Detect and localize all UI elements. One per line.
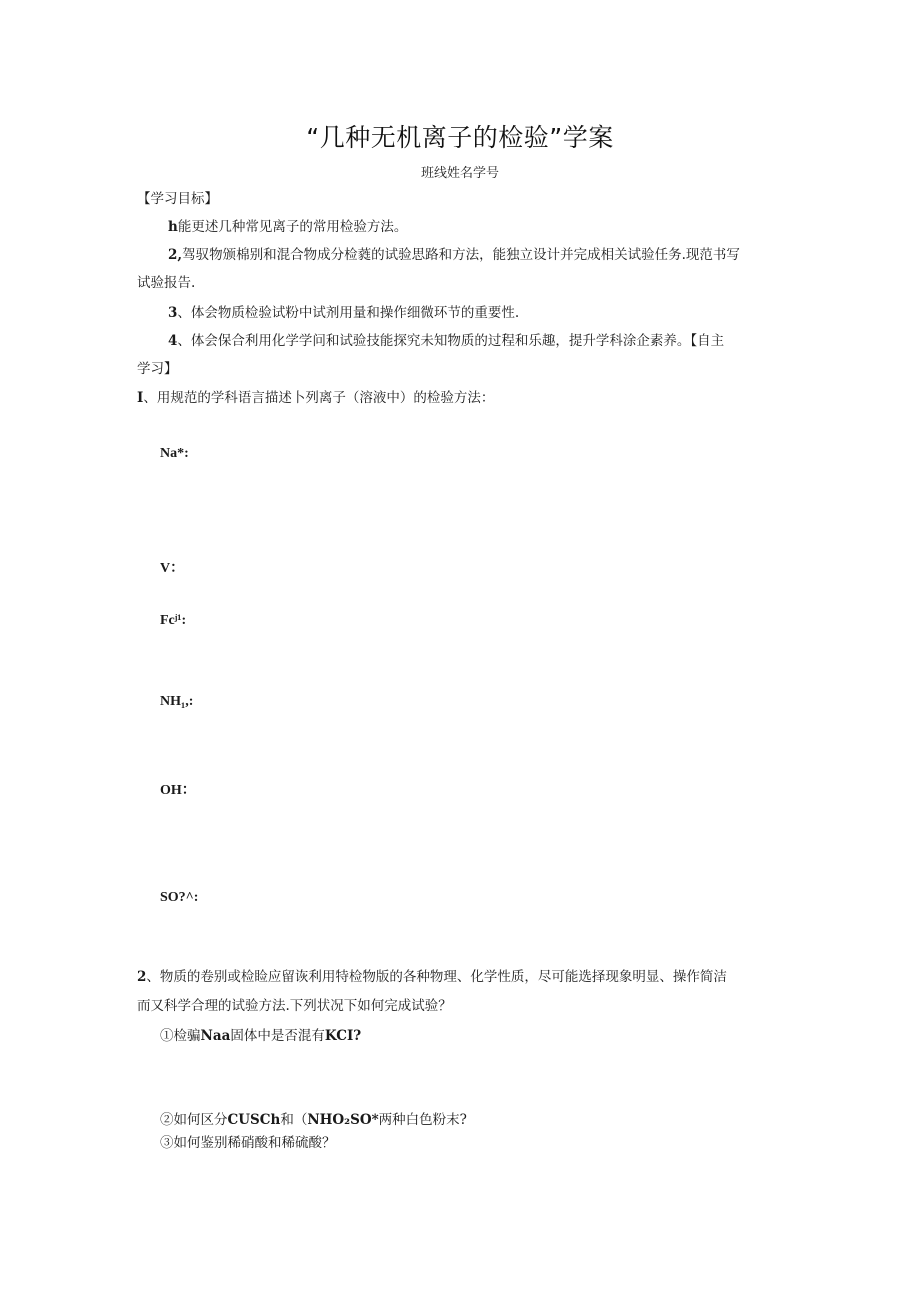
ion-sulfate: SO?^: [160, 890, 199, 905]
question-2-sub-1 [160, 1027, 361, 1045]
question-2-sub-2 [160, 1111, 467, 1129]
goal-item-1 [168, 218, 407, 236]
question-2 [137, 968, 727, 986]
sub-2-part-c: 和（ [280, 1112, 308, 1128]
goal-3-text: 、体会物质检验试粉中试剂用量和操作细微环节的重要性. [177, 305, 520, 321]
question-2-sub-3: ③如何鉴别稀硝酸和稀硫酸？ [160, 1135, 336, 1151]
ion-potassium: V： [160, 561, 185, 576]
goal-4-text: 、体会保合利用化学学问和试验技能探究未知物质的过程和乐趣，提升学科涂企素养。【自主 [177, 333, 725, 349]
sub-2-part-d: NHO₂SO* [307, 1112, 379, 1128]
sub-2-part-e: 两种白色粉末? [378, 1112, 467, 1128]
goal-1-number: h [168, 219, 178, 235]
goal-4-number: 4 [168, 333, 178, 349]
sub-1-part-a: ①检骗 [160, 1028, 201, 1044]
sub-1-part-b: Naa [200, 1028, 231, 1044]
sub-2-part-a: ②如何区分 [160, 1112, 228, 1128]
question-2-number: 2 [137, 969, 147, 985]
question-1-text: 、用规范的学科语言描述卜列离子（溶液中）的检验方法： [143, 390, 495, 406]
sub-2-part-b: CUSCh [227, 1112, 281, 1128]
goal-2-text: 驾驭物颁棉别和混合物成分检蕤的试验思路和方法，能独立设计并完成相关试验任务.现范书写 [182, 247, 740, 263]
goal-item-2 [168, 246, 740, 264]
student-info-line: 班线姓名学号 [420, 166, 499, 181]
page-title: “几种无机离子的检验”学案 [306, 123, 614, 152]
ion-hydroxide: OH： [160, 783, 196, 798]
question-1 [137, 389, 494, 407]
sub-1-part-c: 固体中是否混有 [230, 1028, 325, 1044]
ion-sodium: Na*: [160, 446, 189, 461]
question-2-text: 、物质的卷别或检睑应留诙利用特检物版的各种物理、化学性质，尽可能选择现象明显、操作简洁 [146, 969, 727, 985]
goal-3-number: 3 [168, 305, 178, 321]
goals-heading: 【学习目标】 [137, 191, 218, 207]
goal-2-continuation: 试验报告. [137, 275, 196, 291]
sub-1-part-d: KCI? [324, 1028, 362, 1044]
ion-ammonium: NH₁,: [160, 694, 194, 709]
goal-1-text: 能更述几种常见离子的常用检验方法。 [177, 219, 408, 235]
question-2-continuation: 而又科学合理的试验方法.下列状况下如何完成试验？ [137, 998, 452, 1014]
goal-item-4 [168, 332, 724, 350]
goal-4-continuation: 学习】 [137, 361, 178, 377]
goal-2-number: 2, [168, 247, 183, 263]
question-1-number: I [137, 390, 144, 406]
ion-iron: Fcʲ¹: [160, 613, 187, 628]
goal-item-3 [168, 304, 519, 322]
